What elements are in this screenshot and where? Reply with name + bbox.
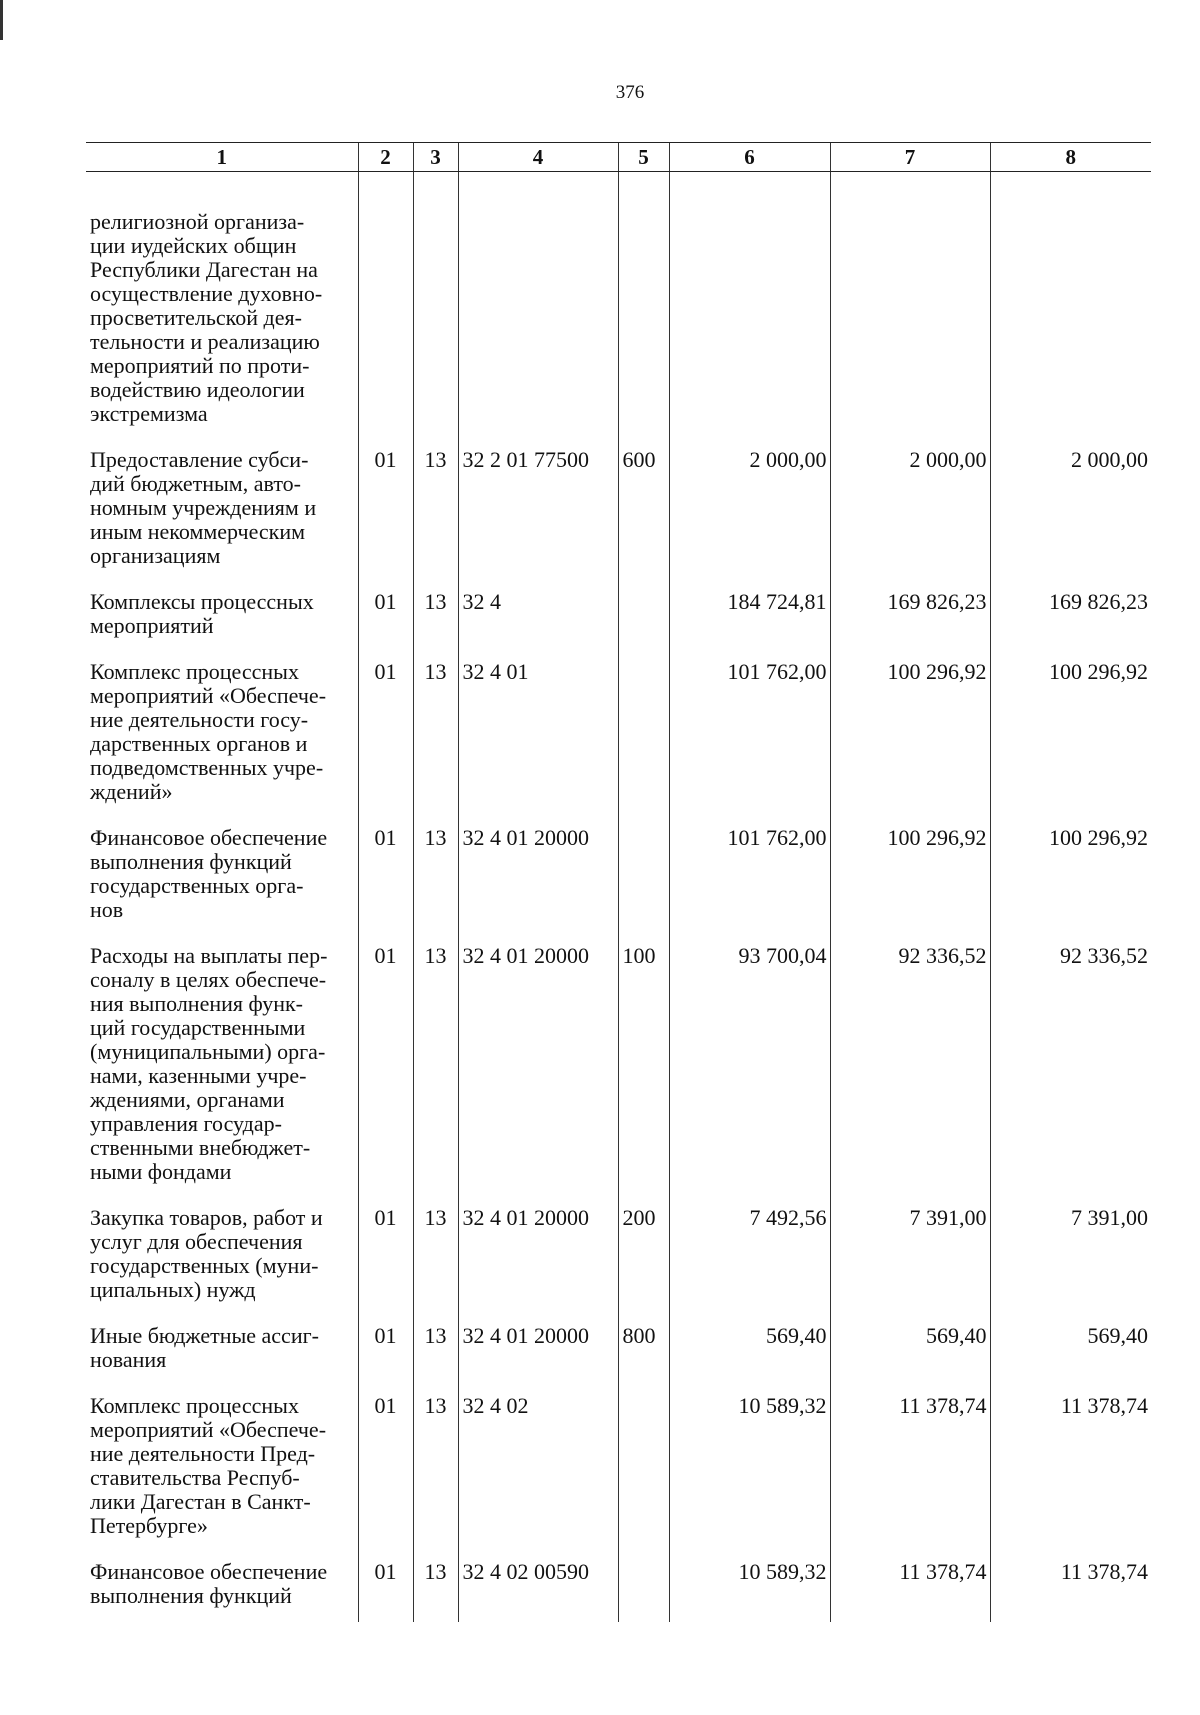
amount-col-8: 2 000,00	[990, 448, 1151, 590]
section-code	[358, 172, 413, 449]
page-number: 376	[615, 82, 645, 103]
row-description: Предоставление субси- дий бюджетным, авто- номным учреждениям и иным некоммерческим организациям	[90, 447, 317, 568]
amount-col-7: 92 336,52	[830, 944, 990, 1206]
amount-col-6: 2 000,00	[669, 448, 830, 590]
section-code: 01	[358, 944, 413, 1206]
target-article-code: 32 2 01 77500	[458, 448, 618, 590]
amount-col-8: 100 296,92	[990, 826, 1151, 944]
scan-edge-mark	[0, 0, 3, 40]
subsection-code: 13	[413, 944, 458, 1206]
expense-type-code	[618, 172, 669, 449]
target-article-code: 32 4 01 20000	[458, 1324, 618, 1394]
expense-type-code: 600	[618, 448, 669, 590]
amount-col-7: 11 378,74	[830, 1394, 990, 1560]
amount-col-6: 101 762,00	[669, 826, 830, 944]
table-row	[86, 1206, 1151, 1324]
row-description: Закупка товаров, работ и услуг для обеспечения государственных (муни- ципальных) нужд	[90, 1205, 323, 1302]
amount-col-8: 11 378,74	[990, 1394, 1151, 1560]
amount-col-6: 93 700,04	[669, 944, 830, 1206]
amount-col-8: 569,40	[990, 1324, 1151, 1394]
subsection-code: 13	[413, 1206, 458, 1324]
expense-type-code	[618, 826, 669, 944]
row-description: религиозной организа- ции иудейских общин Республики Дагестан на осуществление духовно- просветительской дея- тельности и реализацию мероприятий по проти- водействию идеологии экстремизма	[90, 209, 323, 426]
subsection-code	[413, 172, 458, 449]
table-row	[86, 448, 1151, 590]
amount-col-7: 7 391,00	[830, 1206, 990, 1324]
amount-col-8	[990, 172, 1151, 449]
amount-col-7: 2 000,00	[830, 448, 990, 590]
column-header-6: 6	[669, 143, 830, 172]
amount-col-6: 184 724,81	[669, 590, 830, 660]
amount-col-7	[830, 172, 990, 449]
column-header-2: 2	[358, 143, 413, 172]
table-row	[86, 1560, 1151, 1622]
target-article-code: 32 4 02 00590	[458, 1560, 618, 1622]
subsection-code: 13	[413, 826, 458, 944]
subsection-code: 13	[413, 590, 458, 660]
amount-col-6: 10 589,32	[669, 1560, 830, 1622]
target-article-code: 32 4 01 20000	[458, 944, 618, 1206]
amount-col-7: 11 378,74	[830, 1560, 990, 1622]
table-row	[86, 944, 1151, 1206]
budget-table	[86, 142, 1151, 1622]
column-header-1: 1	[86, 143, 358, 172]
section-code: 01	[358, 1394, 413, 1560]
amount-col-8: 169 826,23	[990, 590, 1151, 660]
expense-type-code: 100	[618, 944, 669, 1206]
target-article-code: 32 4 01	[458, 660, 618, 826]
expense-type-code: 800	[618, 1324, 669, 1394]
table-body	[86, 172, 1151, 1623]
section-code: 01	[358, 448, 413, 590]
row-description: Финансовое обеспечение выполнения функций государственных орга- нов	[90, 825, 328, 922]
target-article-code: 32 4 01 20000	[458, 826, 618, 944]
expense-type-code	[618, 660, 669, 826]
table-row	[86, 826, 1151, 944]
amount-col-6: 569,40	[669, 1324, 830, 1394]
budget-table-container	[86, 142, 1151, 1622]
subsection-code: 13	[413, 1394, 458, 1560]
amount-col-6: 7 492,56	[669, 1206, 830, 1324]
target-article-code: 32 4 02	[458, 1394, 618, 1560]
section-code: 01	[358, 1206, 413, 1324]
amount-col-8: 11 378,74	[990, 1560, 1151, 1622]
row-description: Комплексы процессных мероприятий	[90, 589, 314, 638]
amount-col-6: 101 762,00	[669, 660, 830, 826]
section-code: 01	[358, 1560, 413, 1622]
column-header-3: 3	[413, 143, 458, 172]
column-header-8: 8	[990, 143, 1151, 172]
row-description: Иные бюджетные ассиг- нования	[90, 1323, 319, 1372]
amount-col-6	[669, 172, 830, 449]
expense-type-code	[618, 1560, 669, 1622]
target-article-code	[458, 172, 618, 449]
table-row	[86, 660, 1151, 826]
row-description: Комплекс процессных мероприятий «Обеспече- ние деятельности Пред- ставительства Респуб- лики Дагестан в Санкт- Петербурге»	[90, 1393, 327, 1538]
subsection-code: 13	[413, 1324, 458, 1394]
table-row	[86, 172, 1151, 449]
section-code: 01	[358, 660, 413, 826]
subsection-code: 13	[413, 660, 458, 826]
subsection-code: 13	[413, 1560, 458, 1622]
target-article-code: 32 4	[458, 590, 618, 660]
target-article-code: 32 4 01 20000	[458, 1206, 618, 1324]
expense-type-code	[618, 1394, 669, 1560]
table-header-row	[86, 143, 1151, 172]
section-code: 01	[358, 826, 413, 944]
expense-type-code	[618, 590, 669, 660]
amount-col-7: 100 296,92	[830, 660, 990, 826]
row-description: Расходы на выплаты пер- соналу в целях обеспече- ния выполнения функ- ций государственными (муниципальными) орга- нами, казенными учре- ждениями, органами управления государ- ственными внебюджет- ными фондами	[90, 943, 328, 1184]
row-description: Финансовое обеспечение выполнения функций	[90, 1559, 328, 1608]
amount-col-7: 569,40	[830, 1324, 990, 1394]
table-row	[86, 1324, 1151, 1394]
table-row	[86, 590, 1151, 660]
section-code: 01	[358, 1324, 413, 1394]
column-header-7: 7	[830, 143, 990, 172]
amount-col-8: 92 336,52	[990, 944, 1151, 1206]
table-row	[86, 1394, 1151, 1560]
column-header-4: 4	[458, 143, 618, 172]
amount-col-8: 100 296,92	[990, 660, 1151, 826]
expense-type-code: 200	[618, 1206, 669, 1324]
amount-col-6: 10 589,32	[669, 1394, 830, 1560]
subsection-code: 13	[413, 448, 458, 590]
amount-col-7: 100 296,92	[830, 826, 990, 944]
section-code: 01	[358, 590, 413, 660]
row-description: Комплекс процессных мероприятий «Обеспече- ние деятельности госу- дарственных органов и подведомственных учре- ждений»	[90, 659, 327, 804]
column-header-5: 5	[618, 143, 669, 172]
amount-col-8: 7 391,00	[990, 1206, 1151, 1324]
amount-col-7: 169 826,23	[830, 590, 990, 660]
